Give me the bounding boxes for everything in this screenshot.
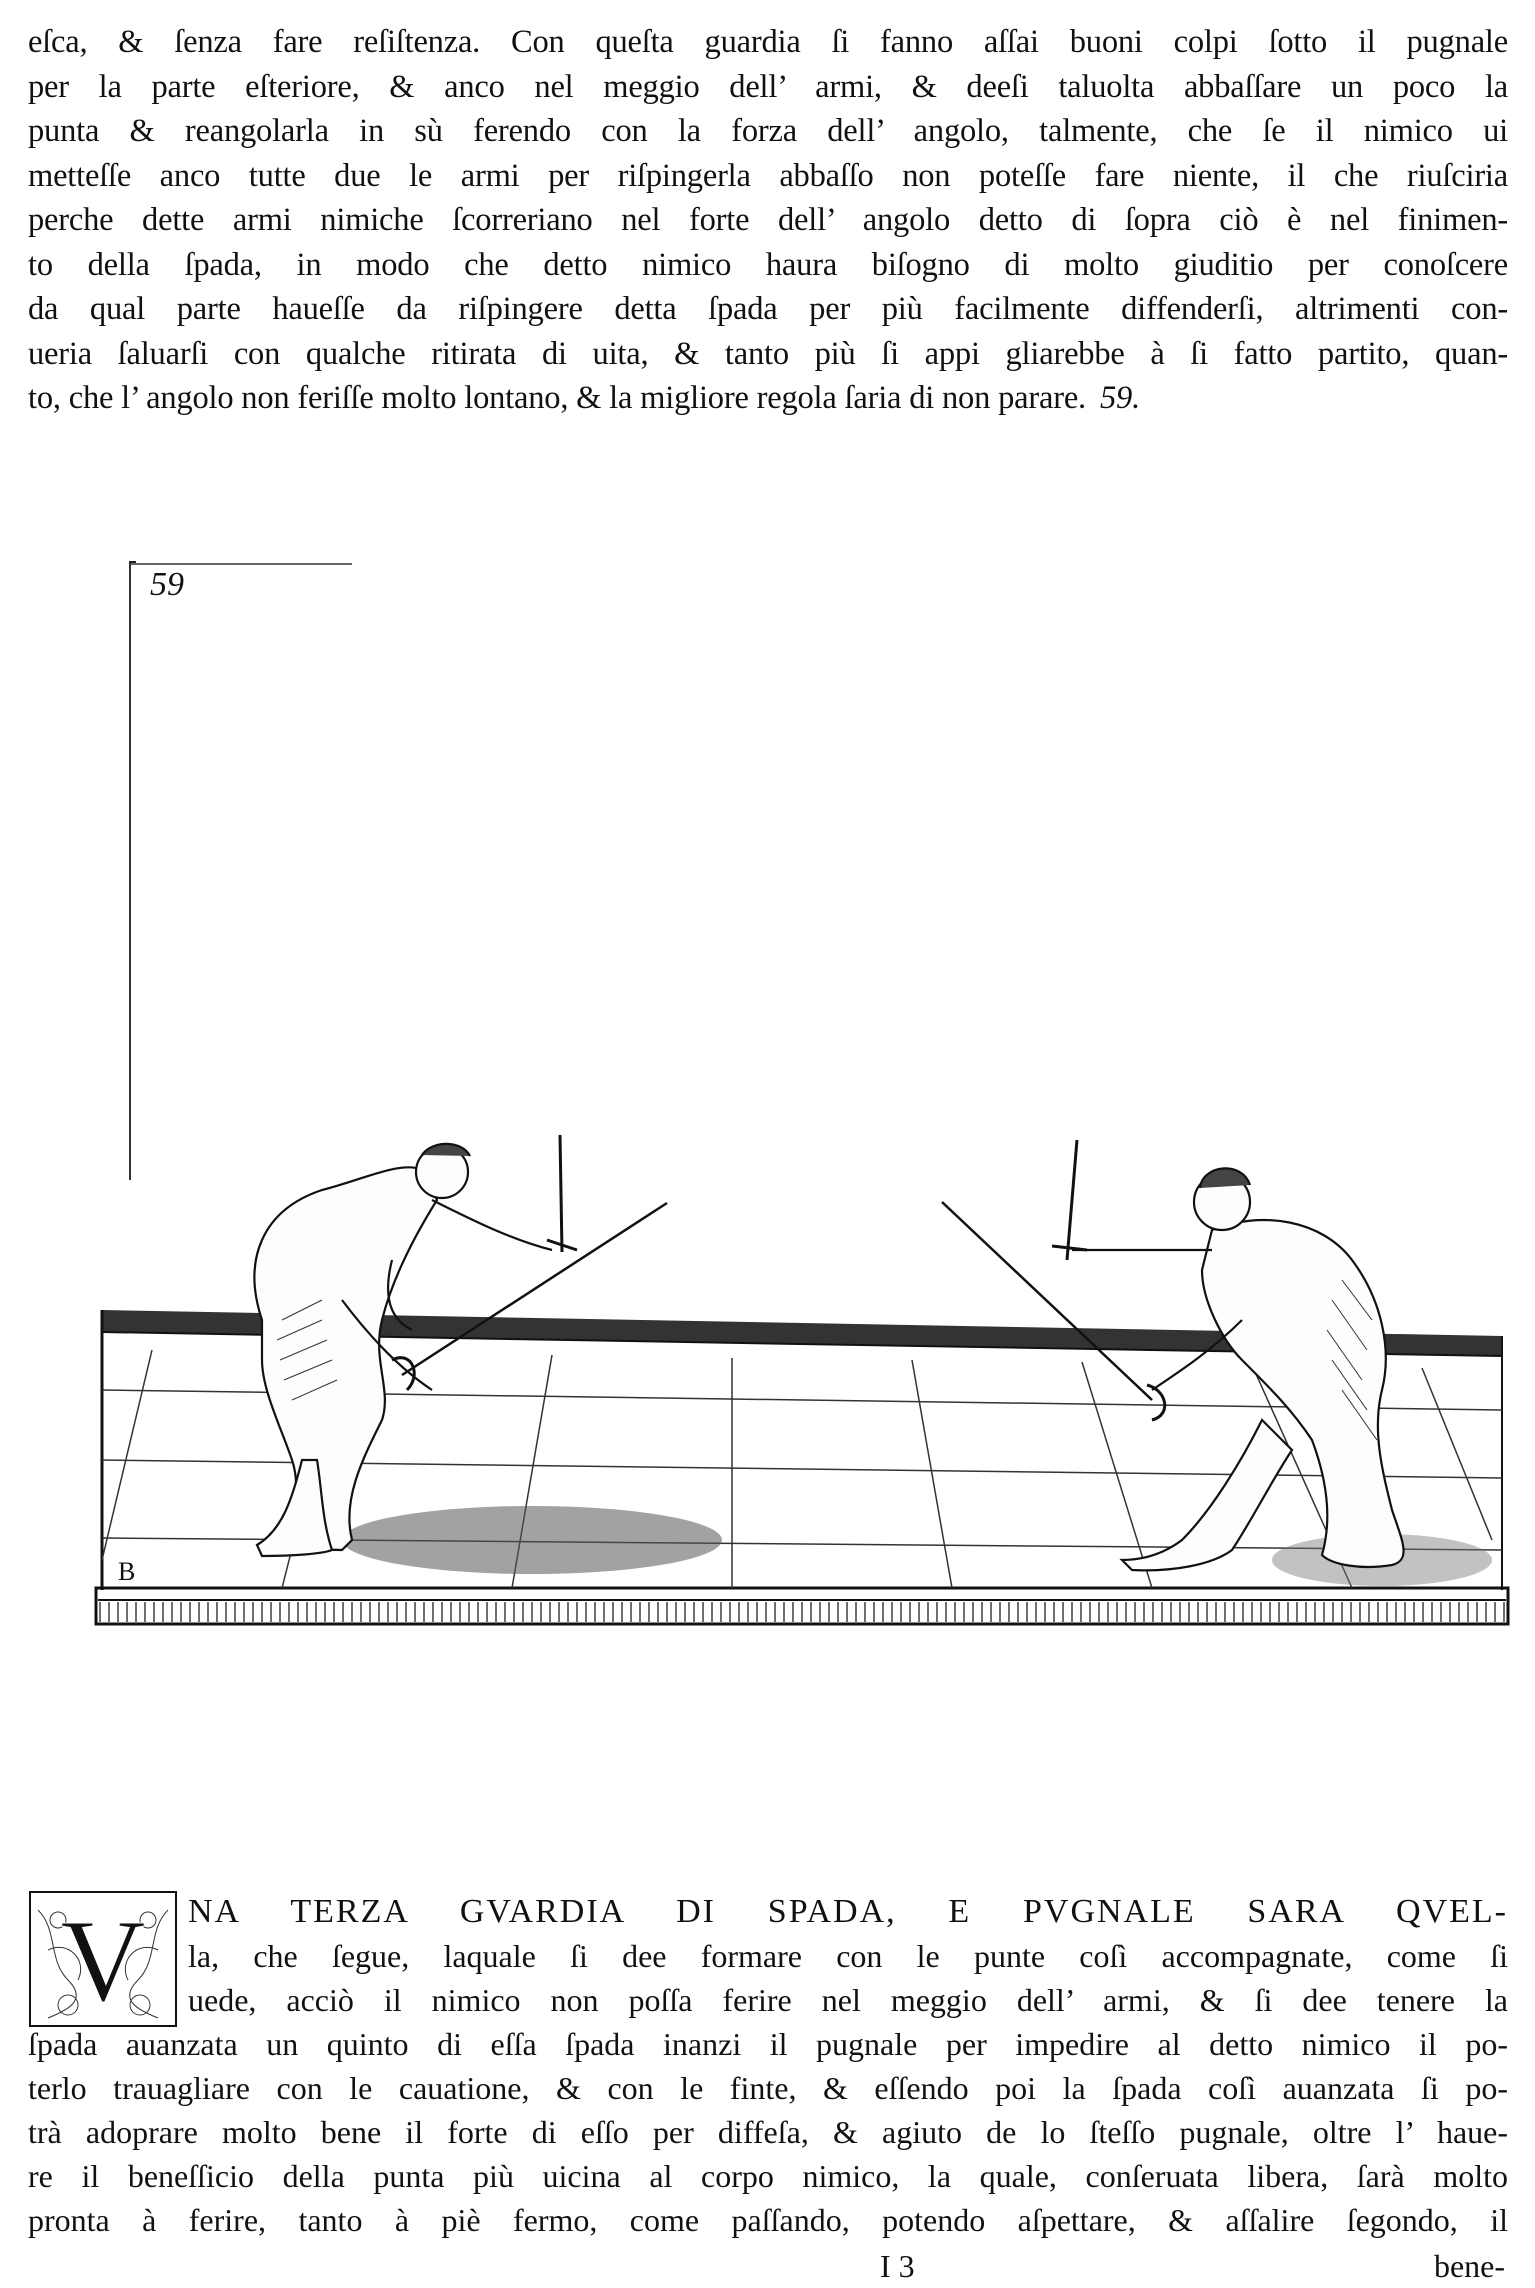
fencing-illustration (92, 560, 1512, 1680)
top-paragraph (28, 20, 1508, 421)
text-line: ueria ſaluarſi con qualche ritirata di uita, & tanto più ſi appi gliarebbe à ſi fatto partito, quan- (28, 335, 1508, 372)
heading-line: NA TERZA GVARDIA DI SPADA, E PVGNALE SARA QVEL- (188, 1893, 1508, 1930)
text-line: to della ſpada, in modo che detto nimico haura biſogno di molto giuditio per conoſcere (28, 246, 1508, 283)
text-line: perche dette armi nimiche ſcorreriano nel forte dell’ angolo detto di ſopra ciò è nel finimen- (28, 202, 1508, 238)
text-line: metteſſe anco tutte due le armi per riſpingerla abbaſſo non poteſſe fare niente, il che riuſciria (28, 157, 1508, 194)
text-line: punta & reangolarla in sù ferendo con la forza dell’ angolo, talmente, che ſe il nimico ui (28, 113, 1508, 149)
text-line: terlo trauagliare con le cauatione, & con le finte, & eſſendo poi la ſpada coſì auanzata ſi po- (28, 2070, 1508, 2106)
catchword: bene- (1433, 2248, 1505, 2284)
left-sword (392, 1203, 667, 1390)
signature-mark: I 3 (880, 2248, 915, 2284)
text-line: eſca, & ſenza fare reſiſtenza. Con queſta guardia ſi fanno aſſai buoni colpi ſotto il pugnale (28, 24, 1508, 60)
right-dagger (1052, 1140, 1087, 1260)
text-line: per la parte eſteriore, & anco nel meggio dell’ armi, & deeſi taluolta abbaſſare un poco la (28, 68, 1508, 105)
text-line-last (28, 376, 1508, 421)
text-line-content: to, che l’ angolo non feriſſe molto lontano, & la migliore regola ſaria di non parare. (28, 380, 1086, 416)
text-line: uede, acciò il nimico non poſſa ferire nel meggio dell’ armi, & ſi dee tenere la (188, 1982, 1508, 2018)
text-line: da qual parte haueſſe da riſpingere detta ſpada per più facilmente diffenderſi, altrimenti con- (28, 291, 1508, 327)
engraver-monogram: B (118, 1557, 136, 1586)
text-line: ſpada auanzata un quinto di eſſa ſpada inanzi il pugnale per impedire al detto nimico il po- (28, 2026, 1508, 2062)
left-fencer (255, 1144, 553, 1556)
text-line: trà adoprare molto bene il forte di eſſo per diffeſa, & agiuto de lo ſteſſo pugnale, oltre l’ haue- (28, 2114, 1508, 2150)
text-line: pronta à ferire, tanto à piè fermo, come paſſando, potendo aſpettare, & aſſalire ſegondo, il (28, 2202, 1508, 2238)
text-line: re il beneſſicio della punta più uicina al corpo nimico, la quale, conſeruata libera, ſarà molto (28, 2158, 1508, 2194)
right-fencer (1072, 1168, 1404, 1570)
plate-reference: 59. (1099, 380, 1140, 416)
plate-number: 59 (150, 566, 184, 603)
bottom-paragraph (28, 1890, 1508, 2242)
left-dagger (547, 1135, 577, 1252)
right-sword (942, 1202, 1165, 1420)
initial-letter: V (60, 1895, 146, 2026)
text-line: la, che ſegue, laquale ſi dee formare con le punte coſì accompagnate, come ſi (188, 1938, 1508, 1974)
